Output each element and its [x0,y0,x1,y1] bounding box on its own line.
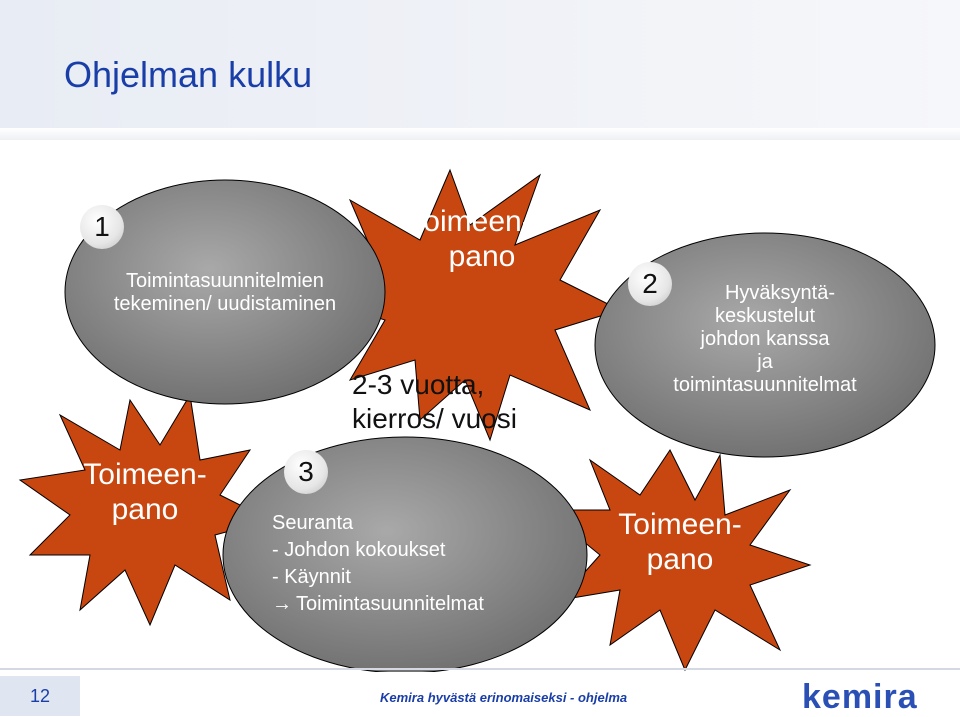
step-3-line4: Toimintasuunnitelmat [296,593,484,615]
step-2-line5: toimintasuunnitelmat [673,374,857,396]
step-2-text [640,282,890,397]
step-3-number: 3 [284,450,328,494]
cycle-duration-line1: 2-3 vuotta, [352,369,485,400]
step-3-line4-row [272,591,572,618]
page-number: 12 [0,676,80,716]
footer-text: Kemira hyvästä erinomaiseksi - ohjelma [380,690,628,705]
step-1-line2: tekeminen/ uudistaminen [113,293,337,315]
step-3-text [272,510,572,618]
step-2-line1: Hyväksyntä- [724,282,836,304]
burst-top-line1: Toimeen- [408,205,532,238]
step-2-number: 2 [628,262,672,306]
burst-right-line2: pano [646,542,714,576]
step-1-number: 1 [80,205,124,249]
step-1-text [80,270,370,316]
burst-right-label [595,508,765,577]
burst-left-line2: pano [111,492,179,526]
step-2-line3: johdon kanssa [700,328,830,350]
footer-divider [0,668,960,670]
cycle-duration-line2: kierros/ vuosi [352,402,517,434]
burst-top-line2: pano [448,239,516,273]
step-3-line2: - Johdon kokoukset [272,539,446,561]
slide-title: Ohjelman kulku [64,54,313,95]
burst-right-line1: Toimeen- [618,508,742,541]
right-arrow-icon: → [272,593,292,615]
kemira-logo: kemira [802,678,918,716]
burst-left-line1: Toimeen- [83,458,207,491]
step-3-line3: - Käynnit [272,566,351,588]
step-1-line1: Toimintasuunnitelmien [126,270,324,292]
burst-left-label [60,458,230,527]
step-2-line4: ja [757,351,773,373]
step-2-line2: keskustelut [714,305,816,327]
step-3-line1: Seuranta [272,512,354,534]
cycle-duration-text [352,368,592,435]
burst-top-label [395,205,545,274]
